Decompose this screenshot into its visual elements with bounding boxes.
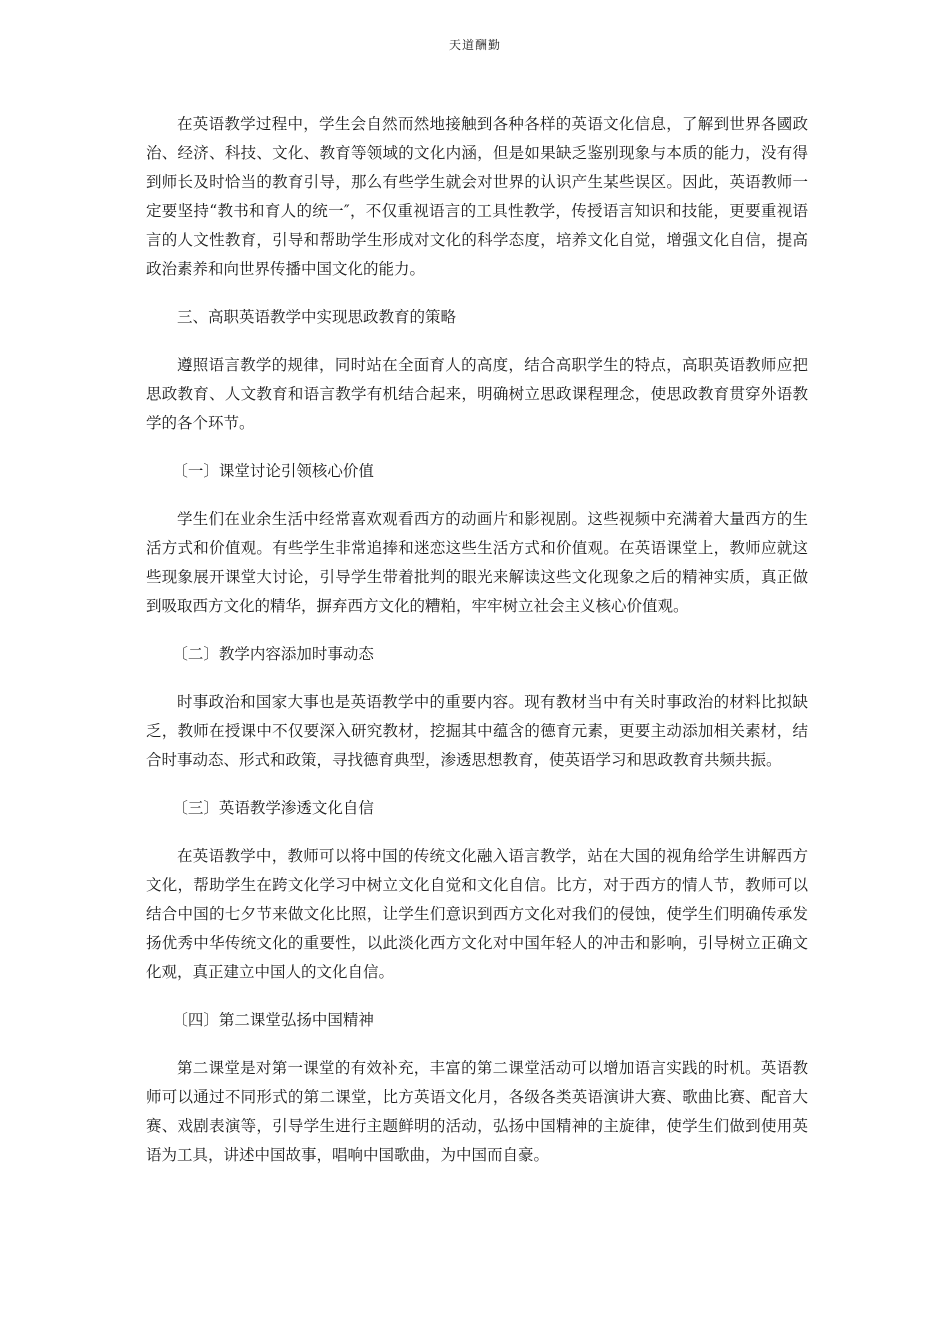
- subheading-classroom-discussion: 〔一〕课堂讨论引领核心价值: [172, 462, 374, 480]
- paragraph-strategy-intro: 遵照语言教学的规律，同时站在全面育人的高度，结合高职学生的特点，高职英语教师应把思政教育、人文教育和语言教学有机结合起来，明确树立思政课程理念，使思政教育贯穿外语教学的各个环节。: [146, 356, 808, 432]
- section-heading-strategies: 三、高职英语教学中实现思政教育的策略: [177, 308, 457, 326]
- paragraph-cultural-awareness: 在英语教学过程中，学生会自然而然地接触到各种各样的英语文化信息，了解到世界各國政治、经济、科技、文化、教育等领域的文化内涵，但是如果缺乏鉴别现象与本质的能力，没有得到师长及时恰当的教育引导，那么有些学生就会对世界的认识产生某些误区。因此，英语教师一定要坚持“教书和育人的统一″，不仅重视语言的工具性教学，传授语言知识和技能，更要重视语言的人文性教育，引导和帮助学生形成对文化的科学态度，培养文化自觉，增强文化自信，提高政治素养和向世界传播中国文化的能力。: [146, 115, 808, 278]
- page-header: 天道酬勤: [448, 38, 501, 52]
- paragraph-current-affairs: 时事政治和国家大事也是英语教学中的重要内容。现有教材当中有关时事政治的材料比拟缺乏，教师在授课中不仅要深入研究教材，挖掘其中蕴含的德育元素，更要主动添加相关素材，结合时事动态、形式和政策，寻找德育典型，渗透思想教育，使英语学习和思政教育共频共振。: [146, 693, 808, 769]
- paragraph-classroom-discussion: 学生们在业余生活中经常喜欢观看西方的动画片和影视剧。这些视频中充满着大量西方的生活方式和价值观。有些学生非常追捧和迷恋这些生活方式和价值观。在英语课堂上，教师应就这些现象展开课堂大讨论，引导学生带着批判的眼光来解读这些文化现象之后的精神实质，真正做到吸取西方文化的精华，摒弃西方文化的糟粕，牢牢树立社会主义核心价值观。: [146, 510, 808, 615]
- subheading-current-affairs: 〔二〕教学内容添加时事动态: [172, 645, 374, 663]
- paragraph-second-classroom: 第二课堂是对第一课堂的有效补充，丰富的第二课堂活动可以增加语言实践的时机。英语教师可以通过不同形式的第二课堂，比方英语文化月，各级各类英语演讲大赛、歌曲比赛、配音大赛、戏剧表演等，引导学生进行主题鲜明的活动，弘扬中国精神的主旋律，使学生们做到使用英语为工具，讲述中国故事，唱响中国歌曲，为中国而自豪。: [146, 1059, 808, 1164]
- subheading-second-classroom: 〔四〕第二课堂弘扬中国精神: [172, 1011, 374, 1029]
- document-body: [146, 110, 808, 1189]
- paragraph-cultural-confidence: 在英语教学中，教师可以将中国的传统文化融入语言教学，站在大国的视角给学生讲解西方文化，帮助学生在跨文化学习中树立文化自觉和文化自信。比方，对于西方的情人节，教师可以结合中国的七夕节来做文化比照，让学生们意识到西方文化对我们的侵蚀，使学生们明确传承发扬优秀中华传统文化的重要性，以此淡化西方文化对中国年轻人的冲击和影响，引导树立正确文化观，真正建立中国人的文化自信。: [146, 847, 808, 981]
- subheading-cultural-confidence: 〔三〕英语教学渗透文化自信: [172, 799, 374, 817]
